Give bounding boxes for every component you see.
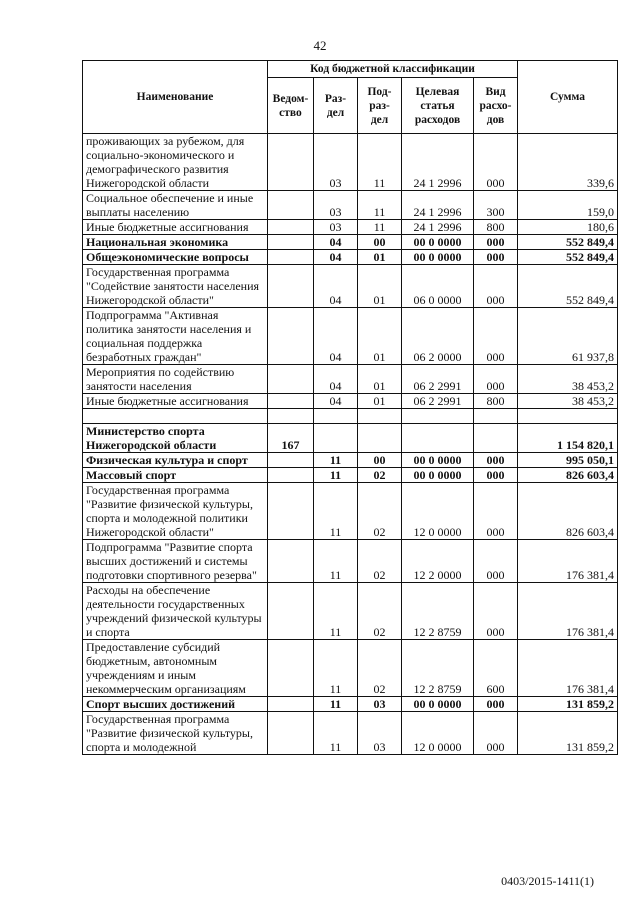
cell-sum: 552 849,4 xyxy=(518,235,618,250)
table-header xyxy=(83,61,618,134)
cell-vedomstvo xyxy=(268,134,314,191)
cell-vedomstvo xyxy=(268,394,314,409)
cell-name: Массовый спорт xyxy=(83,468,268,483)
cell-vedomstvo xyxy=(268,308,314,365)
cell-razdel: 04 xyxy=(314,365,358,394)
cell-celevaya xyxy=(402,424,474,453)
cell-celevaya: 12 2 8759 xyxy=(402,583,474,640)
cell-sum: 159,0 xyxy=(518,191,618,220)
cell-sum: 38 453,2 xyxy=(518,394,618,409)
table-row xyxy=(83,250,618,265)
cell-sum: 61 937,8 xyxy=(518,308,618,365)
header-razdel: Раз-дел xyxy=(314,78,358,134)
cell-razdel: 04 xyxy=(314,250,358,265)
cell-name: Спорт высших достижений xyxy=(83,697,268,712)
table-row xyxy=(83,394,618,409)
cell-vedomstvo xyxy=(268,583,314,640)
cell-sum: 1 154 820,1 xyxy=(518,424,618,453)
cell-podrazdel: 02 xyxy=(358,483,402,540)
cell-celevaya: 00 0 0000 xyxy=(402,468,474,483)
cell-vedomstvo xyxy=(268,640,314,697)
cell-podrazdel: 02 xyxy=(358,583,402,640)
cell-razdel: 11 xyxy=(314,483,358,540)
cell-vid: 000 xyxy=(474,583,518,640)
cell-name: Государственная программа "Содействие занятости населения Нижегородской области" xyxy=(83,265,268,308)
header-celevaya: Целевая статья расходов xyxy=(402,78,474,134)
cell-sum: 131 859,2 xyxy=(518,697,618,712)
cell-vedomstvo xyxy=(268,483,314,540)
cell-vid: 000 xyxy=(474,265,518,308)
table-row xyxy=(83,308,618,365)
cell-sum: 552 849,4 xyxy=(518,250,618,265)
cell-razdel xyxy=(314,424,358,453)
cell-name: Общеэкономические вопросы xyxy=(83,250,268,265)
cell-sum: 339,6 xyxy=(518,134,618,191)
cell-vid: 000 xyxy=(474,453,518,468)
table-row xyxy=(83,409,618,424)
cell-name: Мероприятия по содействию занятости населения xyxy=(83,365,268,394)
header-sum: Сумма xyxy=(518,61,618,134)
cell-vid: 300 xyxy=(474,191,518,220)
cell-podrazdel: 02 xyxy=(358,540,402,583)
cell-razdel: 03 xyxy=(314,134,358,191)
cell-vid: 000 xyxy=(474,365,518,394)
cell-name: Иные бюджетные ассигнования xyxy=(83,394,268,409)
cell-vedomstvo xyxy=(268,453,314,468)
cell-celevaya: 24 1 2996 xyxy=(402,134,474,191)
header-vid: Вид расхо-дов xyxy=(474,78,518,134)
cell-sum: 176 381,4 xyxy=(518,640,618,697)
cell-sum: 176 381,4 xyxy=(518,540,618,583)
cell-vedomstvo xyxy=(268,250,314,265)
table-row xyxy=(83,424,618,453)
cell-name: Подпрограмма "Развитие спорта высших достижений и системы подготовки спортивного резерва" xyxy=(83,540,268,583)
cell-podrazdel: 11 xyxy=(358,220,402,235)
table-row xyxy=(83,191,618,220)
cell-razdel: 11 xyxy=(314,540,358,583)
cell-razdel: 11 xyxy=(314,640,358,697)
cell-celevaya: 06 2 0000 xyxy=(402,308,474,365)
cell-celevaya: 12 0 0000 xyxy=(402,483,474,540)
cell-vedomstvo xyxy=(268,697,314,712)
cell-name: проживающих за рубежом, для социально-экономического и демографического развития Нижегородской области xyxy=(83,134,268,191)
cell-razdel: 04 xyxy=(314,235,358,250)
cell-podrazdel: 03 xyxy=(358,697,402,712)
table-row xyxy=(83,640,618,697)
cell-vid: 800 xyxy=(474,394,518,409)
cell-sum: 131 859,2 xyxy=(518,712,618,755)
cell-celevaya: 00 0 0000 xyxy=(402,697,474,712)
cell-name: Расходы на обеспечение деятельности государственных учреждений физической культуры и спорта xyxy=(83,583,268,640)
cell-vid: 600 xyxy=(474,640,518,697)
table-row xyxy=(83,712,618,755)
table-row xyxy=(83,235,618,250)
header-vedomstvo: Ведом-ство xyxy=(268,78,314,134)
cell-podrazdel xyxy=(358,424,402,453)
cell-celevaya: 00 0 0000 xyxy=(402,250,474,265)
cell-razdel xyxy=(314,409,358,424)
cell-podrazdel: 02 xyxy=(358,468,402,483)
table-row xyxy=(83,697,618,712)
cell-name: Подпрограмма "Активная политика занятости населения и социальная поддержка безработных граждан" xyxy=(83,308,268,365)
cell-vid: 800 xyxy=(474,220,518,235)
table-row xyxy=(83,265,618,308)
cell-razdel: 04 xyxy=(314,265,358,308)
table-row xyxy=(83,468,618,483)
cell-name: Министерство спорта Нижегородской области xyxy=(83,424,268,453)
cell-vid: 000 xyxy=(474,540,518,583)
cell-name: Иные бюджетные ассигнования xyxy=(83,220,268,235)
cell-sum: 826 603,4 xyxy=(518,483,618,540)
header-name: Наименование xyxy=(83,61,268,134)
cell-vedomstvo xyxy=(268,220,314,235)
cell-vedomstvo xyxy=(268,540,314,583)
cell-podrazdel: 00 xyxy=(358,453,402,468)
header-code-group: Код бюджетной классификации xyxy=(268,61,518,78)
cell-sum: 552 849,4 xyxy=(518,265,618,308)
cell-celevaya: 12 0 0000 xyxy=(402,712,474,755)
cell-podrazdel: 11 xyxy=(358,134,402,191)
cell-podrazdel: 11 xyxy=(358,191,402,220)
cell-vedomstvo: 167 xyxy=(268,424,314,453)
cell-vid: 000 xyxy=(474,697,518,712)
cell-vedomstvo xyxy=(268,365,314,394)
table-body xyxy=(83,134,618,755)
cell-vedomstvo xyxy=(268,235,314,250)
cell-vedomstvo xyxy=(268,409,314,424)
cell-podrazdel: 00 xyxy=(358,235,402,250)
cell-vid xyxy=(474,424,518,453)
cell-celevaya: 24 1 2996 xyxy=(402,191,474,220)
cell-vedomstvo xyxy=(268,191,314,220)
cell-celevaya: 24 1 2996 xyxy=(402,220,474,235)
cell-name: Государственная программа "Развитие физической культуры, спорта и молодежной xyxy=(83,712,268,755)
table-row xyxy=(83,220,618,235)
cell-podrazdel: 01 xyxy=(358,308,402,365)
cell-vedomstvo xyxy=(268,468,314,483)
page-number: 42 xyxy=(313,38,327,53)
cell-vid: 000 xyxy=(474,134,518,191)
header-podrazdel: Под-раз-дел xyxy=(358,78,402,134)
cell-celevaya: 06 2 2991 xyxy=(402,365,474,394)
cell-razdel: 11 xyxy=(314,468,358,483)
cell-razdel: 04 xyxy=(314,308,358,365)
cell-name xyxy=(83,409,268,424)
cell-razdel: 03 xyxy=(314,191,358,220)
cell-podrazdel: 01 xyxy=(358,394,402,409)
cell-name: Национальная экономика xyxy=(83,235,268,250)
cell-celevaya: 06 0 0000 xyxy=(402,265,474,308)
cell-vedomstvo xyxy=(268,265,314,308)
table-row xyxy=(83,583,618,640)
cell-sum: 180,6 xyxy=(518,220,618,235)
budget-table xyxy=(82,60,618,755)
table-row xyxy=(83,540,618,583)
cell-vid: 000 xyxy=(474,483,518,540)
cell-sum: 38 453,2 xyxy=(518,365,618,394)
cell-podrazdel: 02 xyxy=(358,640,402,697)
cell-sum xyxy=(518,409,618,424)
cell-razdel: 03 xyxy=(314,220,358,235)
table-row xyxy=(83,134,618,191)
cell-podrazdel: 01 xyxy=(358,265,402,308)
cell-razdel: 11 xyxy=(314,583,358,640)
cell-celevaya: 00 0 0000 xyxy=(402,453,474,468)
cell-celevaya: 00 0 0000 xyxy=(402,235,474,250)
cell-vid: 000 xyxy=(474,712,518,755)
cell-vid: 000 xyxy=(474,250,518,265)
cell-celevaya xyxy=(402,409,474,424)
cell-vid: 000 xyxy=(474,308,518,365)
cell-vid: 000 xyxy=(474,235,518,250)
cell-celevaya: 12 2 8759 xyxy=(402,640,474,697)
footer-code: 0403/2015-1411(1) xyxy=(501,874,594,888)
cell-podrazdel: 01 xyxy=(358,365,402,394)
cell-razdel: 11 xyxy=(314,697,358,712)
cell-vid: 000 xyxy=(474,468,518,483)
cell-vedomstvo xyxy=(268,712,314,755)
cell-celevaya: 12 2 0000 xyxy=(402,540,474,583)
cell-razdel: 11 xyxy=(314,712,358,755)
cell-vid xyxy=(474,409,518,424)
cell-podrazdel: 03 xyxy=(358,712,402,755)
cell-podrazdel: 01 xyxy=(358,250,402,265)
table-row xyxy=(83,483,618,540)
cell-name: Физическая культура и спорт xyxy=(83,453,268,468)
cell-sum: 176 381,4 xyxy=(518,583,618,640)
table-row xyxy=(83,365,618,394)
cell-razdel: 04 xyxy=(314,394,358,409)
cell-celevaya: 06 2 2991 xyxy=(402,394,474,409)
cell-podrazdel xyxy=(358,409,402,424)
cell-razdel: 11 xyxy=(314,453,358,468)
table-row xyxy=(83,453,618,468)
cell-sum: 995 050,1 xyxy=(518,453,618,468)
cell-name: Государственная программа "Развитие физической культуры, спорта и молодежной политики Нижегородской области" xyxy=(83,483,268,540)
cell-sum: 826 603,4 xyxy=(518,468,618,483)
cell-name: Предоставление субсидий бюджетным, автономным учреждениям и иным некоммерческим организациям xyxy=(83,640,268,697)
cell-name: Социальное обеспечение и иные выплаты населению xyxy=(83,191,268,220)
